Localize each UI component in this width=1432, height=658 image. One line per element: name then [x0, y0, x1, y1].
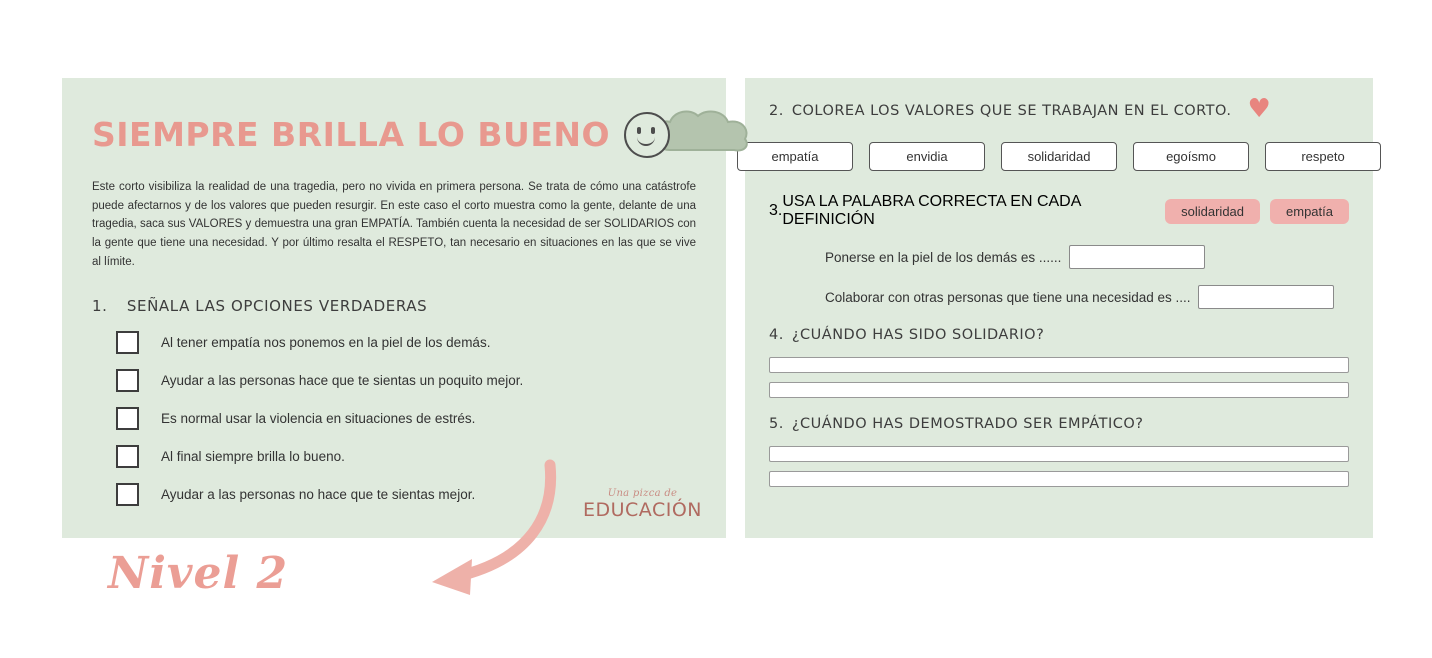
question-2-number: 2.	[769, 103, 784, 119]
answer-line[interactable]	[769, 357, 1349, 373]
option-label: Ayudar a las personas no hace que te sientas mejor.	[161, 487, 476, 503]
question-2-text: COLOREA LOS VALORES QUE SE TRABAJAN EN EL CORTO.	[791, 103, 1232, 119]
answer-line[interactable]	[769, 446, 1349, 462]
question-5-heading	[769, 416, 1349, 432]
logo-main-text: EDUCACIÓN	[582, 499, 702, 521]
question-3-number: 3.	[769, 202, 783, 219]
value-chip-respeto[interactable]: respeto	[1265, 142, 1381, 171]
question-5-text: ¿CUÁNDO HAS DEMOSTRADO SER EMPÁTICO?	[791, 416, 1144, 432]
smiley-face-icon	[624, 112, 670, 158]
definition-text-1: Ponerse en la piel de los demás es ......	[825, 249, 1062, 265]
option-checkbox[interactable]	[116, 483, 139, 506]
list-item[interactable]	[92, 407, 696, 430]
word-chip-empatia[interactable]: empatía	[1270, 199, 1349, 224]
option-label: Al tener empatía nos ponemos en la piel de los demás.	[161, 335, 491, 351]
option-checkbox[interactable]	[116, 331, 139, 354]
cloud-smiley-graphic	[624, 104, 696, 164]
question-1-text: SEÑALA LAS OPCIONES VERDADERAS	[126, 297, 428, 316]
definition-input-1[interactable]	[1069, 245, 1205, 269]
question-1-number: 1.	[92, 297, 108, 316]
true-options-list	[92, 331, 696, 506]
definition-input-2[interactable]	[1198, 285, 1334, 309]
definition-text-2: Colaborar con otras personas que tiene una necesidad es ....	[825, 289, 1191, 305]
definition-row-2	[769, 285, 1349, 309]
option-label: Es normal usar la violencia en situaciones de estrés.	[161, 411, 476, 427]
value-chip-solidaridad[interactable]: solidaridad	[1001, 142, 1117, 171]
question-3-heading	[769, 193, 1349, 229]
question-3-text: USA LA PALABRA CORRECTA EN CADA DEFINICIÓN	[782, 193, 1081, 228]
curved-arrow-icon	[410, 455, 570, 605]
brand-logo	[583, 489, 702, 520]
worksheet-left-card	[62, 78, 726, 538]
nivel-label: Nivel 2	[108, 548, 289, 599]
value-chip-envidia[interactable]: envidia	[869, 142, 985, 171]
option-label: Al final siempre brilla lo bueno.	[161, 449, 345, 465]
intro-paragraph: Este corto visibiliza la realidad de una tragedia, pero no vivida en primera persona. Se trata de cómo una catástrofe puede afectarnos y de los valores que pueden resurgir. En este caso el corto muestra como la gente, delante de una tragedia, saca sus VALORES y demuestra una gran EMPATÍA. También cuenta la necesidad de ser SOLIDARIOS con la gente que tiene una necesidad. Y por último resalta el RESPETO, tan necesario en situaciones en las que se vive al límite.	[92, 181, 696, 268]
option-checkbox[interactable]	[116, 445, 139, 468]
question-4-number: 4.	[769, 327, 784, 343]
logo-script-text: Una pizca de	[607, 488, 678, 499]
title-row	[92, 104, 696, 164]
list-item[interactable]	[92, 331, 696, 354]
option-checkbox[interactable]	[116, 407, 139, 430]
word-chip-solidaridad[interactable]: solidaridad	[1165, 199, 1260, 224]
definition-row-1	[769, 245, 1349, 269]
question-1-heading	[92, 297, 696, 315]
option-label: Ayudar a las personas hace que te sientas un poquito mejor.	[161, 373, 524, 389]
value-chip-empatia[interactable]: empatía	[737, 142, 853, 171]
answer-line[interactable]	[769, 471, 1349, 487]
list-item[interactable]	[92, 369, 696, 392]
question-5-number: 5.	[769, 416, 784, 432]
value-chip-egoismo[interactable]: egoísmo	[1133, 142, 1249, 171]
value-chip-row	[769, 142, 1349, 171]
question-4-heading	[769, 327, 1349, 343]
answer-line[interactable]	[769, 382, 1349, 398]
page-title: SIEMPRE BRILLA LO BUENO	[92, 114, 611, 154]
question-2-heading	[769, 94, 1349, 124]
question-5-block	[769, 416, 1349, 487]
list-item[interactable]	[92, 445, 696, 468]
question-4-text: ¿CUÁNDO HAS SIDO SOLIDARIO?	[791, 327, 1045, 343]
heart-icon: ♥	[1247, 94, 1272, 124]
worksheet-right-card	[745, 78, 1373, 538]
question-4-block	[769, 327, 1349, 398]
option-checkbox[interactable]	[116, 369, 139, 392]
